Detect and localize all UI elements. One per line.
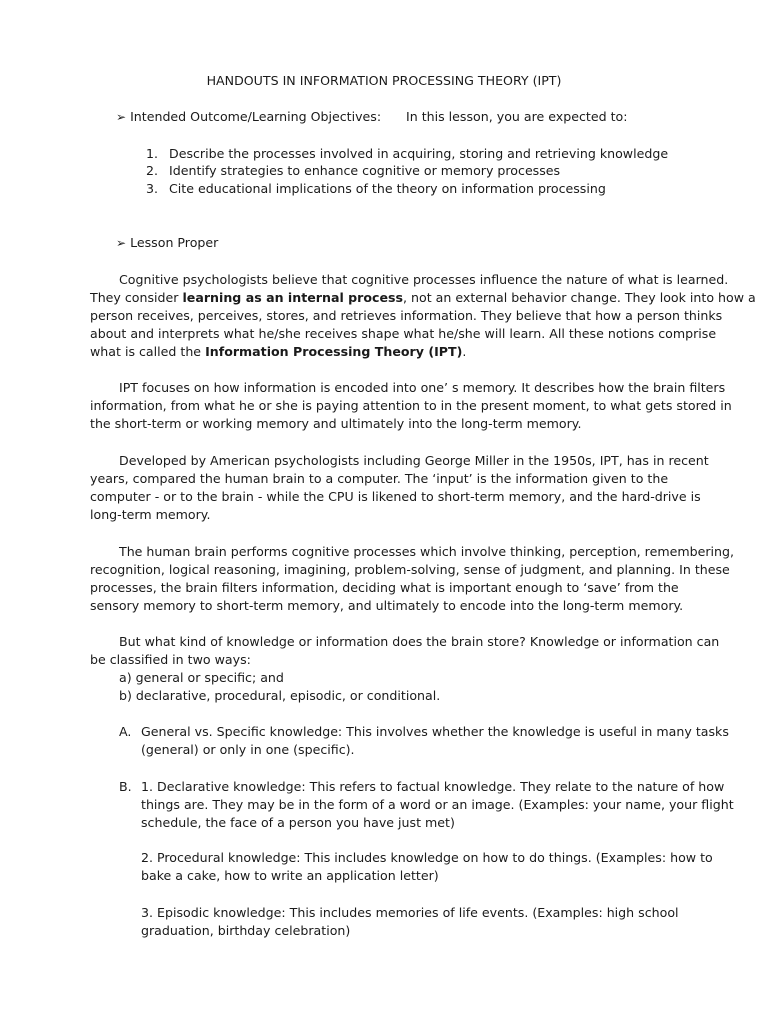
paragraph-line: about and interprets what he/she receives shape what he/she will learn. All these notions comprise <box>90 326 717 341</box>
paragraph-line: Cognitive psychologists believe that cognitive processes influence the nature of what is learned. <box>119 272 729 287</box>
list-item-line: graduation, birthday celebration) <box>141 923 351 938</box>
paragraph-line: sensory memory to short-term memory, and ultimately to encode into the long-term memory. <box>90 598 684 613</box>
paragraph-line <box>90 343 466 361</box>
arrow-bullet-icon: ➢ <box>116 110 127 124</box>
paragraph-line: be classified in two ways: <box>90 652 251 667</box>
lesson-label: Lesson Proper <box>130 235 219 250</box>
paragraph-line: processes, the brain filters information, deciding what is important enough to ‘save’ from the <box>90 580 679 595</box>
objectives-intro: In this lesson, you are expected to: <box>406 109 628 124</box>
list-item-line: 3. Episodic knowledge: This includes memories of life events. (Examples: high school <box>141 905 679 920</box>
objectives-heading <box>116 108 381 126</box>
objective-number: 2. <box>146 163 159 178</box>
paragraph-line: person receives, perceives, stores, and retrieves information. They believe that how a person thinks <box>90 308 723 323</box>
text-run: what is called the <box>90 344 206 359</box>
paragraph-line: Developed by American psychologists including George Miller in the 1950s, IPT, has in recent <box>119 453 709 468</box>
text-run: They consider <box>90 290 183 305</box>
list-marker: B. <box>119 779 132 794</box>
list-item-line: (general) or only in one (specific). <box>141 742 355 757</box>
text-run: , not an external behavior change. They look into how a <box>403 290 756 305</box>
objective-number: 1. <box>146 146 159 161</box>
paragraph-line: years, compared the human brain to a computer. The ‘input’ is the information given to the <box>90 471 669 486</box>
paragraph-line <box>90 289 756 307</box>
objective-number: 3. <box>146 181 159 196</box>
paragraph-line: b) declarative, procedural, episodic, or conditional. <box>119 688 441 703</box>
paragraph-line: But what kind of knowledge or information does the brain store? Knowledge or information can <box>119 634 720 649</box>
list-marker: A. <box>119 724 132 739</box>
paragraph-line: The human brain performs cognitive processes which involve thinking, perception, remembering, <box>119 544 735 559</box>
paragraph-line: IPT focuses on how information is encoded into one’ s memory. It describes how the brain filters <box>119 380 726 395</box>
paragraph-line: recognition, logical reasoning, imagining, problem-solving, sense of judgment, and planning. In these <box>90 562 730 577</box>
text-run: . <box>462 344 467 359</box>
objective-item: Cite educational implications of the theory on information processing <box>169 181 606 196</box>
objectives-label: Intended Outcome/Learning Objectives: <box>130 109 382 124</box>
arrow-bullet-icon: ➢ <box>116 236 127 250</box>
objective-item: Identify strategies to enhance cognitive or memory processes <box>169 163 561 178</box>
list-item-line: bake a cake, how to write an application letter) <box>141 868 439 883</box>
paragraph-line: computer - or to the brain - while the CPU is likened to short-term memory, and the hard-drive is <box>90 489 701 504</box>
paragraph-line: long-term memory. <box>90 507 211 522</box>
paragraph-line: information, from what he or she is paying attention to in the present moment, to what gets stored in <box>90 398 732 413</box>
list-item-line: things are. They may be in the form of a word or an image. (Examples: your name, your flight <box>141 797 734 812</box>
bold-term: learning as an internal process <box>182 290 404 305</box>
paragraph-line: the short-term or working memory and ultimately into the long-term memory. <box>90 416 582 431</box>
list-item-line: General vs. Specific knowledge: This involves whether the knowledge is useful in many tasks <box>141 724 729 739</box>
list-item-line: 2. Procedural knowledge: This includes knowledge on how to do things. (Examples: how to <box>141 850 713 865</box>
bold-term: Information Processing Theory (IPT) <box>205 344 463 359</box>
lesson-heading <box>116 234 218 252</box>
objective-item: Describe the processes involved in acquiring, storing and retrieving knowledge <box>169 146 669 161</box>
page-title: HANDOUTS IN INFORMATION PROCESSING THEORY (IPT) <box>206 73 562 88</box>
paragraph-line: a) general or specific; and <box>119 670 284 685</box>
list-item-line: 1. Declarative knowledge: This refers to factual knowledge. They relate to the nature of how <box>141 779 725 794</box>
list-item-line: schedule, the face of a person you have just met) <box>141 815 455 830</box>
